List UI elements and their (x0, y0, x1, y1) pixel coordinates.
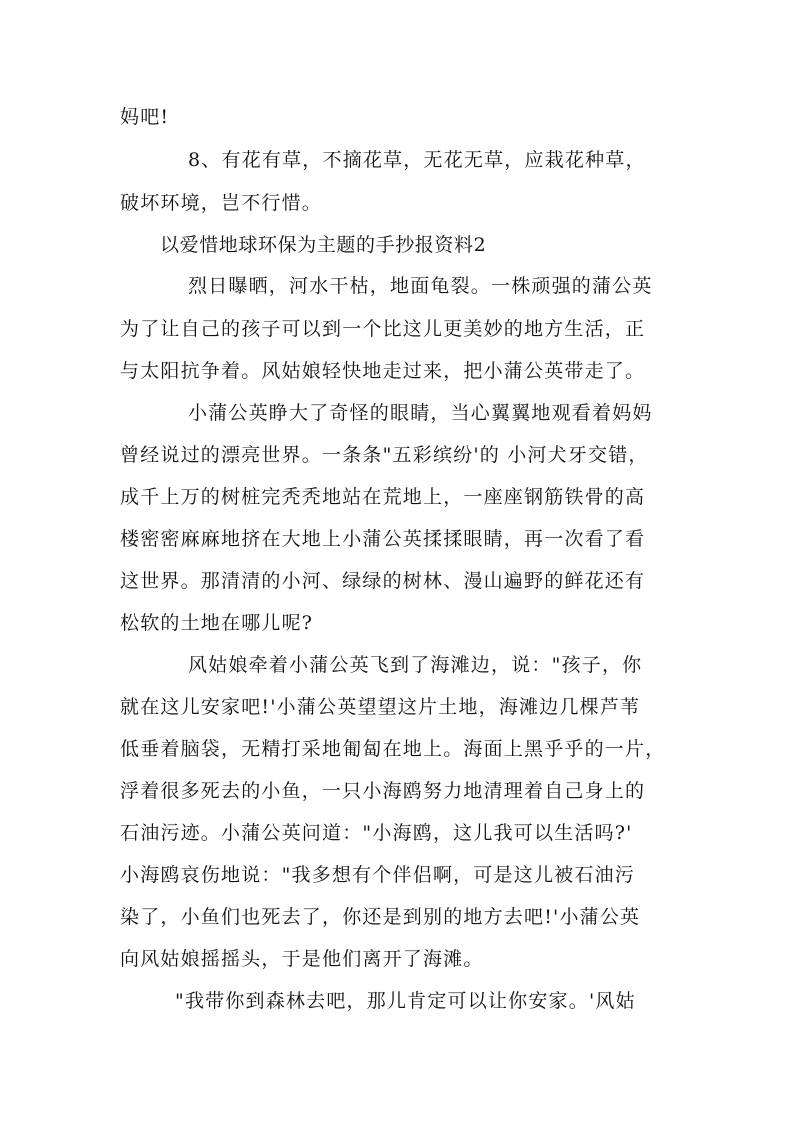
text-line: 就在这儿安家吧!'小蒲公英望望这片土地，海滩边几棵芦苇 (120, 696, 641, 718)
text-line: 松软的土地在哪儿呢? (120, 612, 314, 634)
text-line: 8、有花有草，不摘花草，无花无草，应栽花种草， (188, 149, 646, 171)
text-line: 楼密密麻麻地挤在大地上小蒲公英揉揉眼睛，再一次看了看 (120, 528, 646, 550)
text-line: 与太阳抗争着。风姑娘轻快地走过来，把小蒲公英带走了。 (120, 360, 646, 382)
text-line: 风姑娘牵着小蒲公英飞到了海滩边，说："孩子，你 (188, 654, 643, 676)
text-line: 浮着很多死去的小鱼，一只小海鸥努力地清理着自己身上的 (120, 780, 646, 802)
text-line: 石油污迹。小蒲公英问道："小海鸥，这儿我可以生活吗?' (120, 822, 633, 844)
text-line: 这世界。那清清的小河、绿绿的树林、漫山遍野的鲜花还有 (120, 570, 646, 592)
text-line: 成千上万的树桩完秃秃地站在荒地上，一座座钢筋铁骨的高 (120, 486, 646, 508)
text-line: 小蒲公英睁大了奇怪的眼睛，当心翼翼地观看着妈妈 (188, 402, 653, 424)
text-line: 破坏环境，岂不行惜。 (120, 192, 323, 214)
text-line: 为了让自己的孩子可以到一个比这儿更美妙的地方生活，正 (120, 318, 646, 340)
text-line: 低垂着脑袋，无精打采地匍匐在地上。海面上黑乎乎的一片， (120, 738, 666, 760)
text-line: 向风姑娘摇摇头，于是他们离开了海滩。 (120, 948, 484, 970)
text-line: 烈日曝晒，河水干枯，地面龟裂。一株顽强的蒲公英 (188, 275, 653, 297)
text-line: 小海鸥哀伤地说："我多想有个伴侣啊，可是这儿被石油污 (120, 864, 635, 886)
text-line: "我带你到森林去吧，那儿肯定可以让你安家。'风姑 (175, 990, 636, 1012)
text-line: 妈吧! (120, 106, 170, 128)
section-heading: 以爱惜地球环保为主题的手抄报资料2 (160, 234, 487, 256)
text-line: 曾经说过的漂亮世界。一条条"五彩缤纷'的 小河犬牙交错， (120, 444, 649, 466)
text-line: 染了，小鱼们也死去了，你还是到别的地方去吧!'小蒲公英 (120, 906, 641, 928)
